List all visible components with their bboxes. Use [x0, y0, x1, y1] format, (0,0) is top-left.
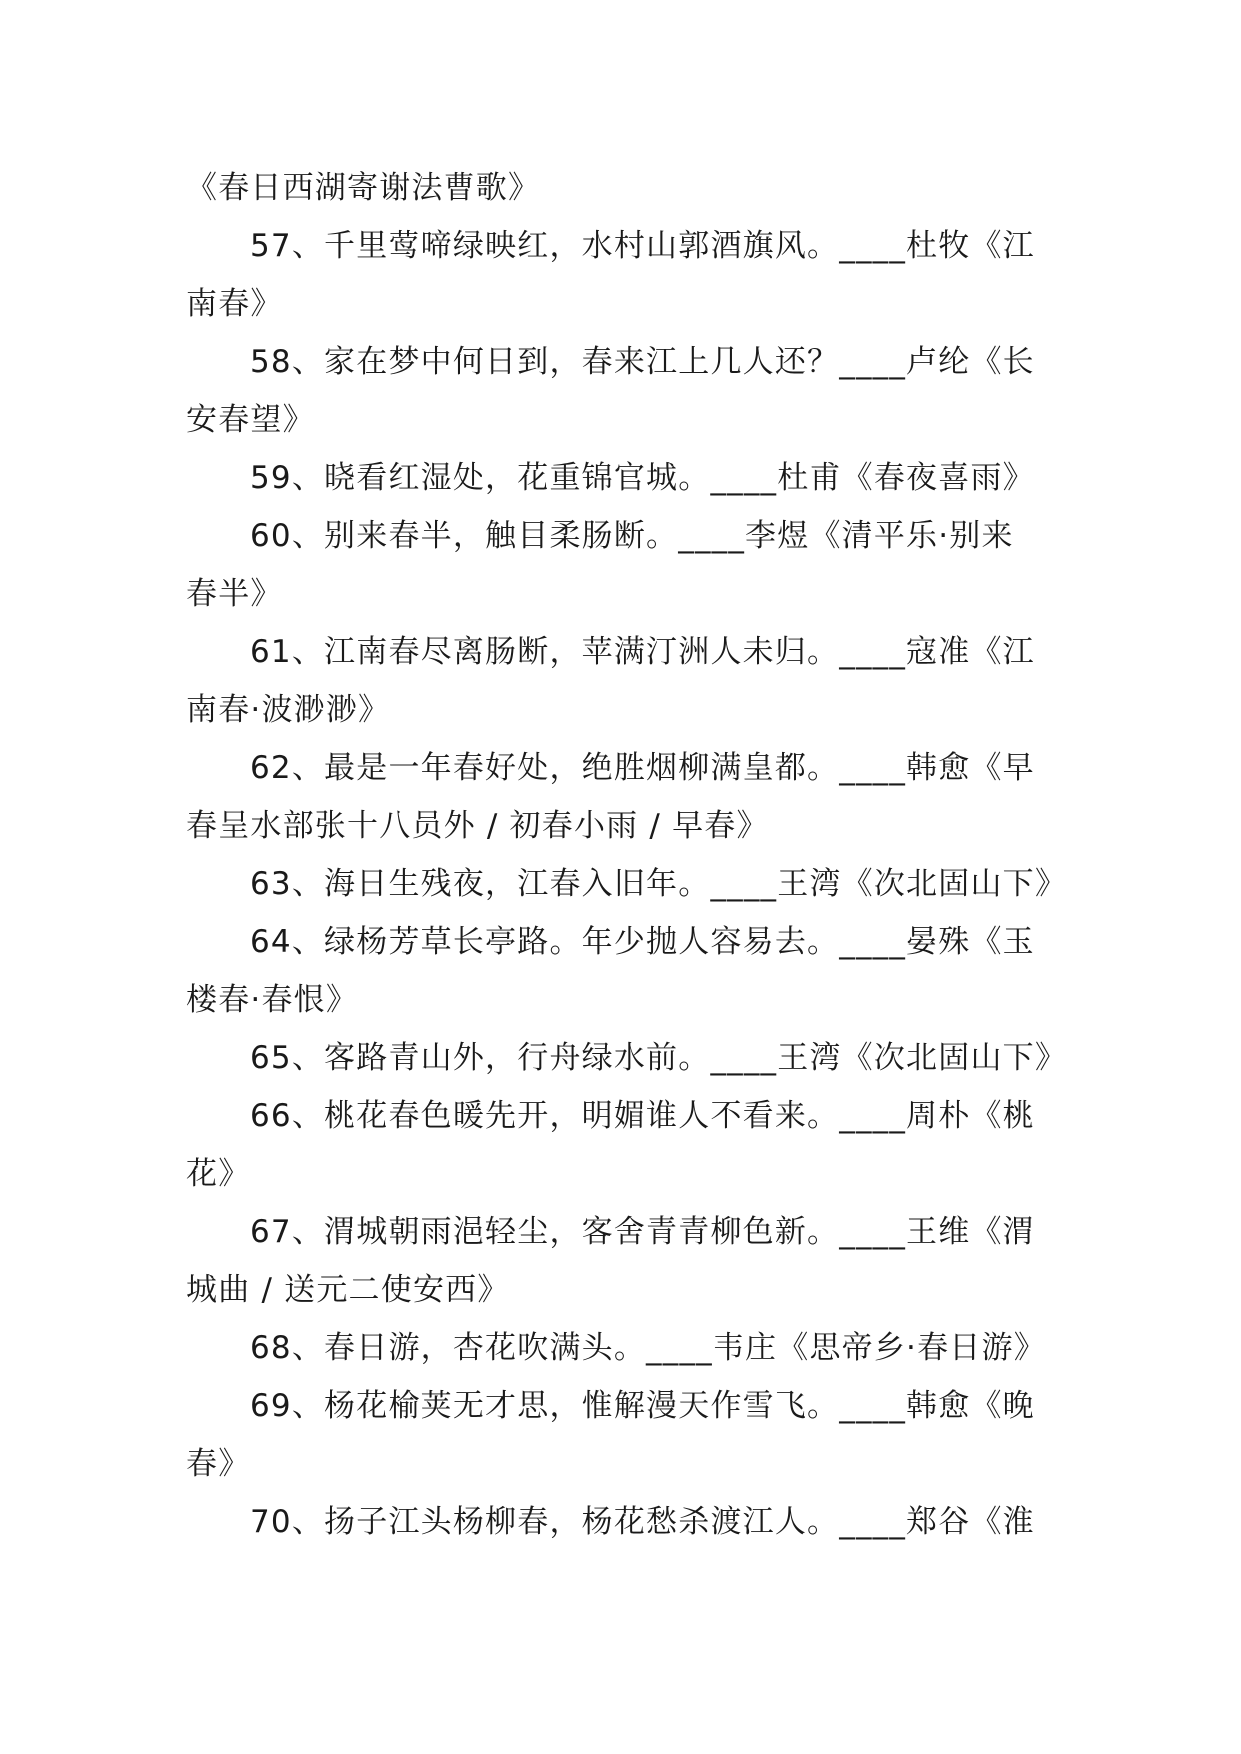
continuation-line: 南春》	[186, 286, 283, 322]
continuation-line: 南春·波渺渺》	[186, 692, 391, 728]
poem-list	[186, 159, 1068, 1551]
poem-entry-63: 63、海日生残夜，江春入旧年。____王湾《次北固山下》	[250, 866, 1068, 902]
poem-entry-64: 64、绿杨芳草长亭路。年少抛人容易去。____晏殊《玉	[250, 924, 1035, 960]
poem-entry-67: 67、渭城朝雨浥轻尘，客舍青青柳色新。____王维《渭	[250, 1214, 1035, 1250]
poem-entry-70: 70、扬子江头杨柳春，杨花愁杀渡江人。____郑谷《淮	[250, 1504, 1035, 1540]
poem-entry-59: 59、晓看红湿处，花重锦官城。____杜甫《春夜喜雨》	[250, 460, 1035, 496]
continuation-line: 春》	[186, 1446, 251, 1482]
poem-entry-62: 62、最是一年春好处，绝胜烟柳满皇都。____韩愈《早	[250, 750, 1035, 786]
poem-entry-65: 65、客路青山外，行舟绿水前。____王湾《次北固山下》	[250, 1040, 1068, 1076]
continuation-line: 安春望》	[186, 402, 315, 438]
poem-entry-69: 69、杨花榆荚无才思，惟解漫天作雪飞。____韩愈《晚	[250, 1388, 1035, 1424]
continuation-line: 春呈水部张十八员外 / 初春小雨 / 早春》	[186, 808, 769, 844]
continuation-line: 花》	[186, 1156, 251, 1192]
continuation-line: 春半》	[186, 576, 283, 612]
poem-entry-58: 58、家在梦中何日到，春来江上几人还？____卢纶《长	[250, 344, 1035, 380]
poem-entry-66: 66、桃花春色暖先开，明媚谁人不看来。____周朴《桃	[250, 1098, 1035, 1134]
poem-entry-68: 68、春日游，杏花吹满头。____韦庄《思帝乡·春日游》	[250, 1330, 1046, 1366]
continuation-line: 城曲 / 送元二使安西》	[186, 1272, 510, 1308]
continuation-line: 《春日西湖寄谢法曹歌》	[186, 170, 541, 206]
poem-entry-61: 61、江南春尽离肠断，苹满汀洲人未归。____寇准《江	[250, 634, 1035, 670]
poem-entry-60: 60、别来春半，触目柔肠断。____李煜《清平乐·别来	[250, 518, 1014, 554]
poem-entry-57: 57、千里莺啼绿映红，水村山郭酒旗风。____杜牧《江	[250, 228, 1035, 264]
continuation-line: 楼春·春恨》	[186, 982, 359, 1018]
